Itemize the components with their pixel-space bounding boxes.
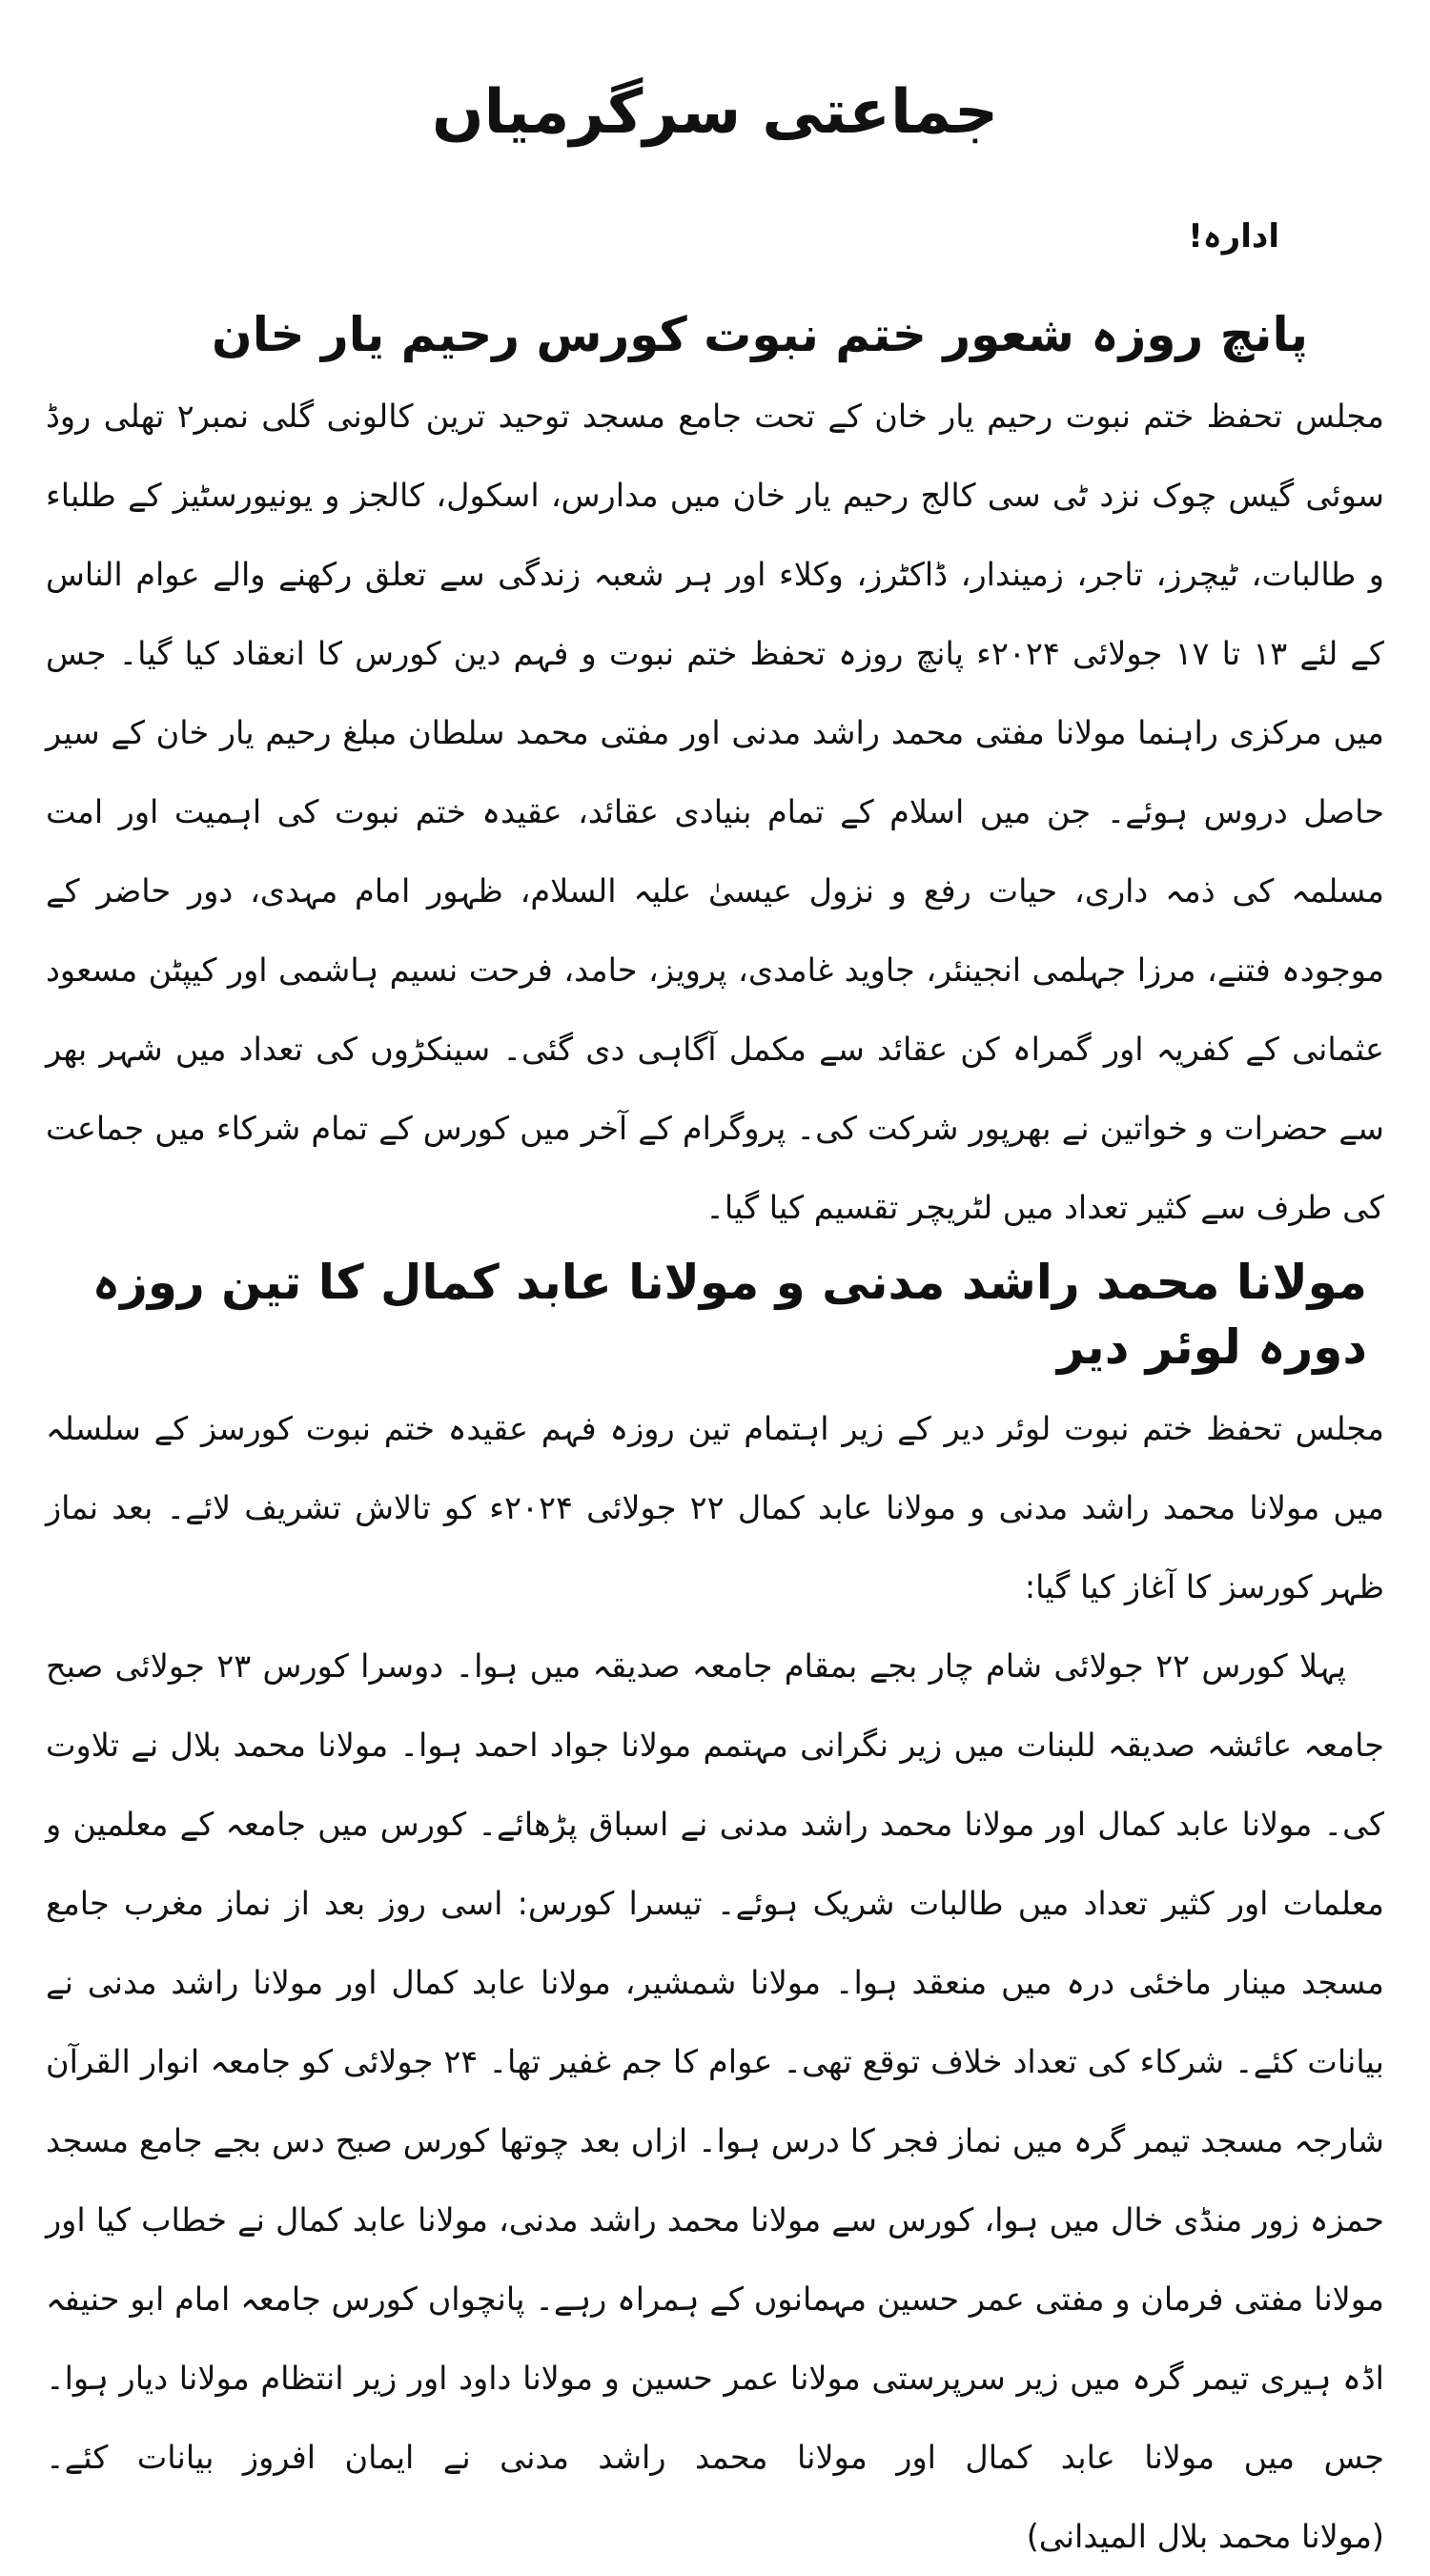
paragraph: مجلس تحفظ ختم نبوت لوئر دیر کے زیر اہتمام تین روزہ فہم عقیدہ ختم نبوت کورسز کے سلسلہ میں مولانا محمد راشد مدنی و مولانا عابد کمال ۲۲ جولائی ۲۰۲۴ء کو تالاش تشریف لائے۔ بعد نماز ظہر کورسز کا آغاز کیا گیا: — [46, 1410, 1384, 1606]
section-heading: مولانا محمد راشد مدنی و مولانا عابد کمال کا تین روزہ دورہ لوئر دیر — [92, 1255, 1367, 1375]
article-section-1 — [46, 303, 1384, 1248]
section-body — [46, 1389, 1384, 2576]
section-body — [46, 377, 1384, 1247]
paragraph: مجلس تحفظ ختم نبوت رحیم یار خان کے تحت جامع مسجد توحید ترین کالونی گلی نمبر۲ تھلی روڈ سوئی گیس چوک نزد ٹی سی کالج رحیم یار خان میں مدارس، اسکول، کالجز و یونیورسٹیز کے طلباء و طالبات، ٹیچرز، تاجر، زمیندار، ڈاکٹرز، وکلاء اور ہر شعبہ زندگی سے تعلق رکھنے والے عوام الناس کے لئے ۱۳ تا ۱۷ جولائی ۲۰۲۴ء پانچ روزہ تحفظ ختم نبوت و فہم دین کورس کا انعقاد کیا گیا۔ جس میں مرکزی راہنما مولانا مفتی محمد راشد مدنی اور مفتی محمد سلطان مبلغ رحیم یار خان کے سیر حاصل دروس ہوئے۔ جن میں اسلام کے تمام بنیادی عقائد، عقیدہ ختم نبوت کی اہمیت اور امت مسلمہ کی ذمہ داری، حیات رفع و نزول عیسیٰ علیہ السلام، ظہور امام مہدی، دور حاضر کے موجودہ فتنے، مرزا جہلمی انجینئر، جاوید غامدی، پرویز، حامد، فرحت نسیم ہاشمی اور کیپٹن مسعود عثمانی کے کفریہ اور گمراہ کن عقائد سے مکمل آگاہی دی گئی۔ سینکڑوں کی تعداد میں شہر بھر سے حضرات و خواتین نے بھرپور شرکت کی۔ پروگرام کے آخر میں کورس کے تمام شرکاء میں جماعت کی طرف سے کثیر تعداد میں لٹریچر تقسیم کیا گیا۔ — [46, 398, 1385, 1227]
paragraph — [46, 1626, 1384, 2576]
byline: ادارہ! — [1188, 216, 1279, 256]
page-title: جماعتی سرگرمیاں — [431, 77, 999, 148]
section-heading: پانچ روزہ شعور ختم نبوت کورس رحیم یار خان — [212, 306, 1308, 362]
article-section-2 — [46, 1251, 1384, 2576]
author-credit: (مولانا محمد بلال المیدانی) — [1026, 2518, 1384, 2556]
paragraph-text: پہلا کورس ۲۲ جولائی شام چار بجے بمقام جامعہ صدیقہ میں ہوا۔ دوسرا کورس ۲۳ جولائی صبح جامعہ عائشہ صدیقہ للبنات میں زیر نگرانی مہتمم مولانا جواد احمد ہوا۔ مولانا محمد بلال نے تلاوت کی۔ مولانا عابد کمال اور مولانا محمد راشد مدنی نے اسباق پڑھائے۔ کورس میں جامعہ کے معلمین و معلمات اور کثیر تعداد میں طالبات شریک ہوئے۔ تیسرا کورس: اسی روز بعد از نماز مغرب جامع مسجد مینار ماخئی درہ میں منعقد ہوا۔ مولانا شمشیر، مولانا عابد کمال اور مولانا راشد مدنی نے بیانات کئے۔ شرکاء کی تعداد خلاف توقع تھی۔ عوام کا جم غفیر تھا۔ ۲۴ جولائی کو جامعہ انوار القرآن شارجہ مسجد تیمر گرہ میں نماز فجر کا درس ہوا۔ ازاں بعد چوتھا کورس صبح دس بجے جامع مسجد حمزہ زور منڈی خال میں ہوا، کورس سے مولانا محمد راشد مدنی، مولانا عابد کمال نے خطاب کیا اور مولانا مفتی فرمان و مفتی عمر حسین مہمانوں کے ہمراہ رہے۔ پانچواں کورس جامعہ امام ابو حنیفہ اڈہ ہیری تیمر گرہ میں زیر سرپرستی مولانا عمر حسین و مولانا داود اور زیر انتظام مولانا دیار ہوا۔ جس میں مولانا عابد کمال اور مولانا محمد راشد مدنی نے ایمان افروز بیانات کئے۔ — [46, 1647, 1384, 2477]
